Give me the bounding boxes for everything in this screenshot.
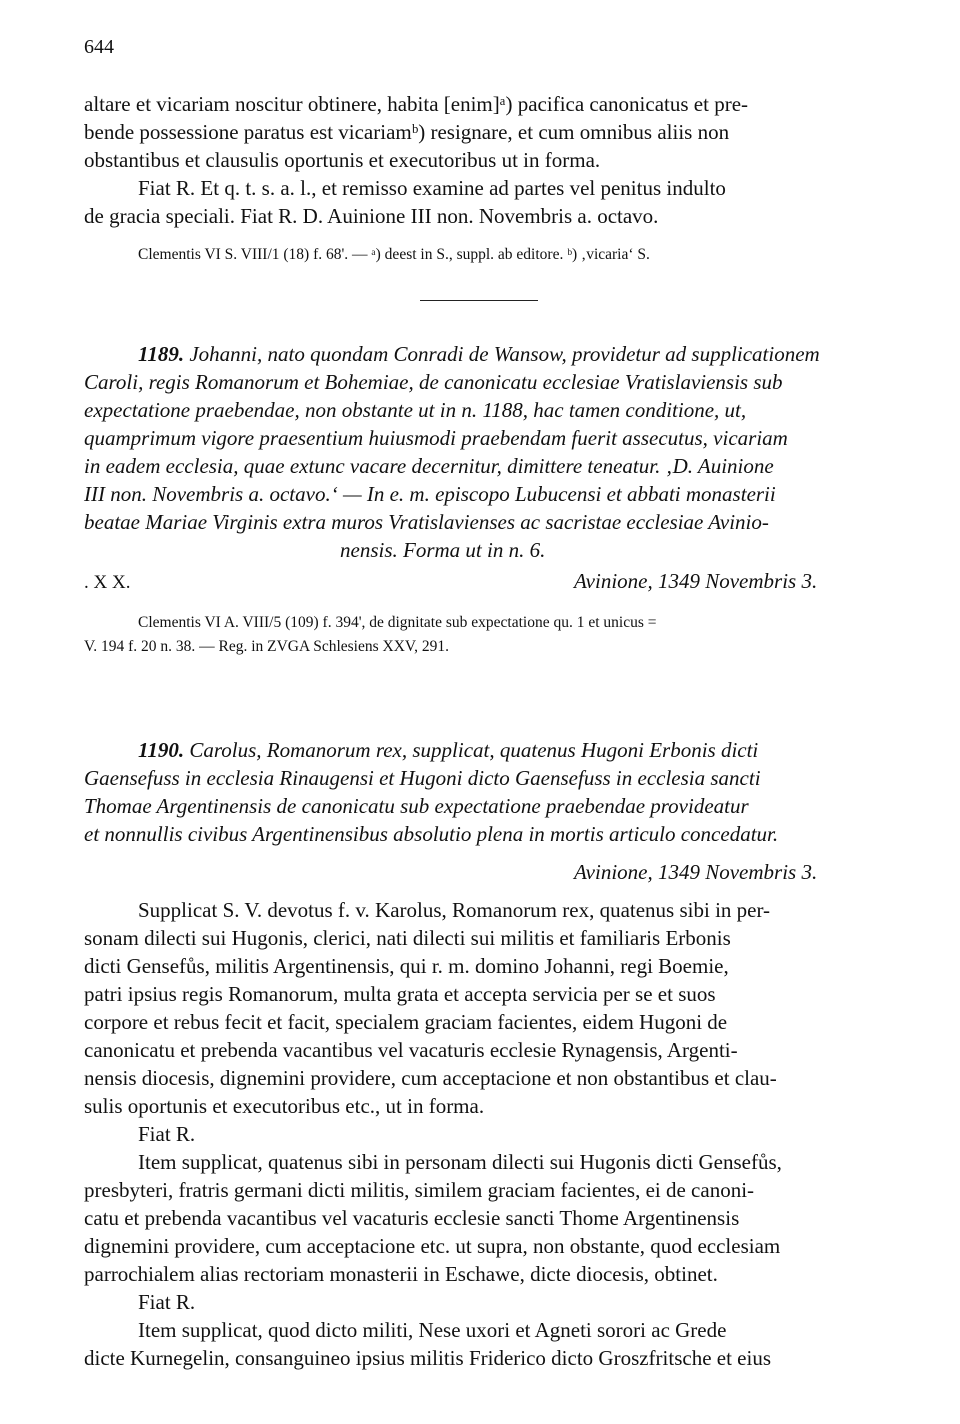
regest-text: quamprimum vigore praesentium huiusmodi praebendam fuerit assecutus, vicariam bbox=[84, 426, 788, 450]
text-line: altare et vicariam noscitur obtinere, habita [enim]ᵃ) pacifica canonicatus et pre- bbox=[84, 92, 749, 116]
text-line: sonam dilecti sui Hugonis, clerici, nati dilecti sui militis et familiaris Erbonis bbox=[84, 926, 731, 950]
text-line: canonicatu et prebenda vacantibus vel vacaturis ecclesie Rynagensis, Argenti- bbox=[84, 1038, 738, 1062]
text-line: dignemini providere, cum acceptacione etc. ut supra, non obstante, quod ecclesiam bbox=[84, 1234, 781, 1258]
entry-1190-first-line bbox=[138, 738, 758, 763]
regest-text: Thomae Argentinensis de canonicatu sub expectatione praebendae provideatur bbox=[84, 794, 749, 818]
entry-number: 1189. bbox=[138, 342, 185, 366]
regest-text: III non. Novembris a. octavo.‘ — In e. m. episcopo Lubucensi et abbati monasterii bbox=[84, 482, 776, 506]
text-line: nensis diocesis, dignemini providere, cum acceptacione et non obstantibus et clau- bbox=[84, 1066, 777, 1090]
text-line: Fiat R. bbox=[138, 1290, 196, 1314]
text-line: obstantibus et clausulis oportunis et executoribus ut in forma. bbox=[84, 148, 601, 172]
regest-text: Gaensefuss in ecclesia Rinaugensi et Hugoni dicto Gaensefuss in ecclesia sancti bbox=[84, 766, 761, 790]
regest-text: et nonnullis civibus Argentinensibus absolutio plena in mortis articulo concedatur. bbox=[84, 822, 779, 846]
regest-text: in eadem ecclesia, quae extunc vacare decernitur, dimittere teneatur. ‚D. Auinione bbox=[84, 454, 774, 478]
text-line: dicte Kurnegelin, consanguineo ipsius militis Friderico dicto Groszfritsche et eius bbox=[84, 1346, 772, 1370]
text-line: dicti Gensefůs, militis Argentinensis, qui r. m. domino Johanni, regi Boemie, bbox=[84, 954, 729, 978]
entry-1189-first-line bbox=[138, 342, 820, 367]
footnote: Clementis VI A. VIII/5 (109) f. 394', de dignitate sub expectatione qu. 1 et unicus = bbox=[138, 614, 657, 631]
text-line: sulis oportunis et executoribus etc., ut in forma. bbox=[84, 1094, 485, 1118]
marginal-mark: . X X. bbox=[84, 572, 131, 593]
regest-text: expectatione praebendae, non obstante ut in n. 1188, hac tamen conditione, ut, bbox=[84, 398, 747, 422]
text-line: presbyteri, fratris germani dicti militis, similem graciam facientes, ei de canoni- bbox=[84, 1178, 755, 1202]
regest-text: Caroli, regis Romanorum et Bohemiae, de canonicatu ecclesiae Vratislaviensis sub bbox=[84, 370, 783, 394]
entry-number: 1190. bbox=[138, 738, 185, 762]
text-line: Fiat R. Et q. t. s. a. l., et remisso examine ad partes vel penitus indulto bbox=[138, 176, 726, 200]
text-line: de gracia speciali. Fiat R. D. Auinione III non. Novembris a. octavo. bbox=[84, 204, 659, 228]
section-divider bbox=[420, 300, 538, 301]
regest-text: beatae Mariae Virginis extra muros Vratislavienses ac sacristae ecclesiae Avinio- bbox=[84, 510, 769, 534]
text-line: corpore et rebus fecit et facit, specialem graciam facientes, eidem Hugoni de bbox=[84, 1010, 728, 1034]
text-line: Item supplicat, quatenus sibi in personam dilecti sui Hugonis dicti Gensefůs, bbox=[138, 1150, 782, 1174]
text-line: Item supplicat, quod dicto militi, Nese uxori et Agneti sorori ac Grede bbox=[138, 1318, 727, 1342]
regest-text: Johanni, nato quondam Conradi de Wansow, providetur ad supplicationem bbox=[189, 342, 820, 366]
document-date: Avinione, 1349 Novembris 3. bbox=[574, 569, 818, 593]
text-line: Fiat R. bbox=[138, 1122, 196, 1146]
text-line: parrochialem alias rectoriam monasterii in Eschawe, dicte diocesis, obtinet. bbox=[84, 1262, 718, 1286]
text-line: patri ipsius regis Romanorum, multa grata et accepta servicia per se et suos bbox=[84, 982, 716, 1006]
footnote: Clementis VI S. VIII/1 (18) f. 68'. — ᵃ) deest in S., suppl. ab editore. ᵇ) ‚vicaria‘ S. bbox=[138, 246, 650, 263]
footnote: V. 194 f. 20 n. 38. — Reg. in ZVGA Schlesiens XXV, 291. bbox=[84, 638, 449, 655]
page-number: 644 bbox=[84, 36, 114, 58]
text-line: catu et prebenda vacantibus vel vacaturis ecclesie sancti Thome Argentinensis bbox=[84, 1206, 740, 1230]
regest-text: Carolus, Romanorum rex, supplicat, quatenus Hugoni Erbonis dicti bbox=[189, 738, 759, 762]
document-date: Avinione, 1349 Novembris 3. bbox=[574, 860, 818, 884]
regest-text: nensis. Forma ut in n. 6. bbox=[340, 538, 546, 562]
text-line: bende possessione paratus est vicariamᵇ) resignare, et cum omnibus aliis non bbox=[84, 120, 730, 144]
text-line: Supplicat S. V. devotus f. v. Karolus, Romanorum rex, quatenus sibi in per- bbox=[138, 898, 771, 922]
